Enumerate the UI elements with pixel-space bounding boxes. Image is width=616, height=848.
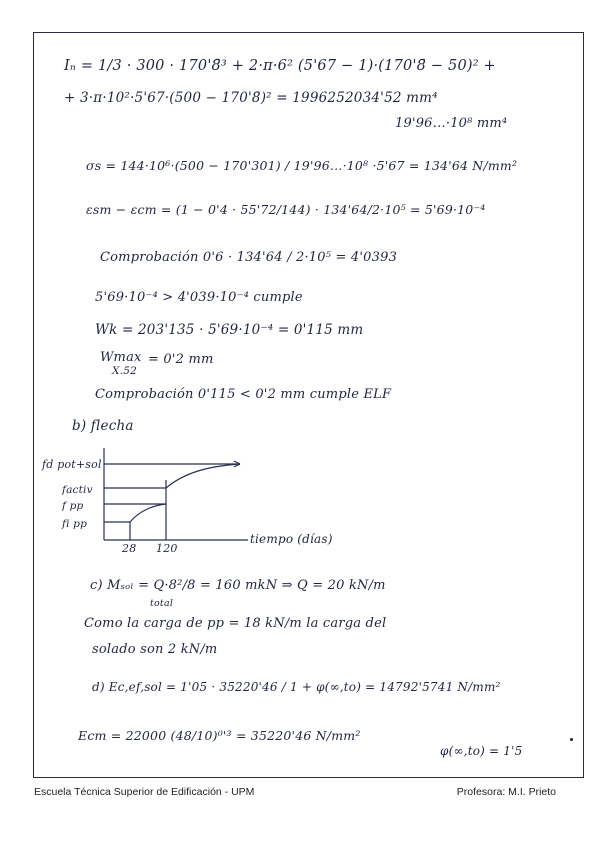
note-line-9c: = 0'2 mm — [148, 352, 214, 367]
note-line-7: 5'69·10⁻⁴ > 4'039·10⁻⁴ cumple — [95, 290, 303, 305]
note-line-9b: X.52 — [112, 365, 137, 377]
graph-ylabel-top: fd pot+sol — [42, 458, 102, 471]
note-line-3: 19'96…·10⁸ mm⁴ — [395, 116, 508, 131]
note-line-1: Iₙ = 1/3 · 300 · 170'8̄³ + 2·π·6² (5'67 − 1)·(170'8̄ − 50)² + — [64, 58, 496, 74]
graph-ylabel-fpp: f pp — [62, 500, 84, 512]
note-line-12sub: total — [150, 598, 174, 609]
curve-pp — [130, 504, 166, 522]
note-line-16: Ecm = 22000 (48/10)⁰'³ = 35220'46 N/mm² — [78, 728, 361, 743]
note-line-5: εsm − εcm = (1 − 0'4 · 55'72/144) · 134'64/2·10⁵ = 5'69·10⁻⁴ — [86, 202, 486, 217]
note-line-14: solado son 2 kN/m — [92, 642, 218, 657]
footer-school: Escuela Técnica Superior de Edificación - UPM — [34, 786, 255, 798]
curve-total — [166, 464, 240, 488]
note-line-2: + 3·π·10²·5'67·(500 − 170'8̄)² = 1996252034'52 mm⁴ — [64, 90, 438, 106]
graph-ylabel-factiv: factiv — [62, 484, 93, 496]
note-line-9a: Wmax — [100, 350, 142, 365]
note-line-12: c) Mₛₒₗ = Q·8²/8 = 160 mkN ⇒ Q = 20 kN/m — [90, 578, 386, 593]
note-line-4: σs = 144·10⁶·(500 − 170'301) / 19'96…·10⁸ ·5'67 = 134'64 N/mm² — [86, 158, 518, 173]
note-line-15: d) Ec,ef,sol = 1'05 · 35220'46 / 1 + φ(∞,to) = 14792'5741 N/mm² — [92, 680, 501, 694]
note-line-11: b) flecha — [72, 418, 134, 434]
ink-dot — [570, 738, 573, 741]
note-line-17: φ(∞,to) = 1'5 — [440, 744, 523, 758]
graph-xtick-120: 120 — [156, 542, 178, 555]
footer-professor: Profesora: M.I. Prieto — [456, 786, 556, 798]
graph-ylabel-fipp: fi pp — [62, 518, 88, 530]
note-line-8: Wk = 203'135 · 5'69·10⁻⁴ = 0'115 mm — [95, 322, 364, 338]
note-line-6: Comprobación 0'6 · 134'64 / 2·10⁵ = 4'0393 — [100, 250, 398, 265]
note-line-10: Comprobación 0'115 < 0'2 mm cumple ELF — [95, 387, 392, 402]
note-line-13: Como la carga de pp = 18 kN/m la carga del — [84, 616, 387, 631]
graph-xlabel: tiempo (días) — [250, 532, 333, 546]
graph-xtick-28: 28 — [122, 542, 137, 555]
